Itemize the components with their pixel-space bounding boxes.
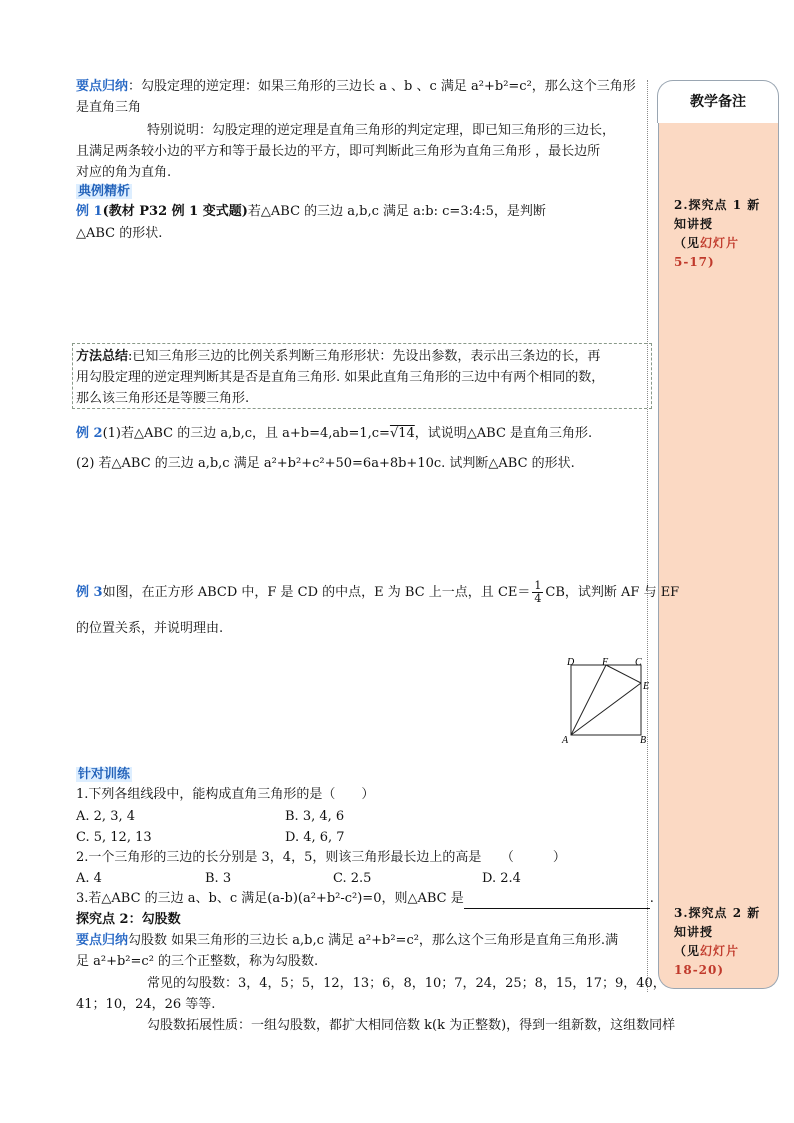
common-triples-1: 常见的勾股数：3，4，5；5，12，13；6，8，10；7，24，25；8，15，17；9，40，	[147, 976, 666, 991]
ex1-label: 例 1	[76, 204, 103, 219]
q3	[76, 888, 654, 909]
label-d: D	[567, 657, 575, 668]
q3-stem: 3.若△ABC 的三边 a、b、c 满足(a-b)(a²+b²-c²)=0，则△ABC 是	[76, 891, 464, 906]
section-training: 针对训练	[78, 767, 131, 782]
ex1-source: (教材 P32 例 1 变式题)	[102, 204, 248, 219]
ex2-part1: (1)若△ABC 的三边 a,b,c，且 a+b=4,ab=1,c=	[102, 426, 390, 441]
method-line2: 用勾股定理的逆定理判断其是否是直角三角形. 如果此直角三角形的三边中有两个相同的数，	[76, 370, 605, 385]
note2-slides: 幻灯片	[700, 944, 740, 958]
note1-range: 5-17)	[674, 255, 715, 269]
q2-option-a: A. 4	[76, 871, 102, 886]
ex3-text2: 的位置关系，并说明理由.	[76, 621, 224, 636]
method-line1	[76, 346, 600, 367]
method-line3: 那么该三角形还是等腰三角形.	[76, 391, 250, 406]
special-note-line2: 且满足两条较小边的平方和等于最长边的平方，即可判断此三角形为直角三角形 ，最长边所	[76, 144, 601, 159]
segment-af	[571, 665, 606, 735]
q1-option-a: A. 2, 3, 4	[76, 809, 135, 824]
q3-end: .	[649, 891, 654, 906]
label-f: F	[602, 657, 609, 668]
common-triples-2: 41；10，24，26 等等.	[76, 997, 216, 1012]
ex2-label: 例 2	[76, 426, 103, 441]
q1-stem: 1.下列各组线段中，能构成直角三角形的是（ ）	[76, 787, 375, 802]
ex3-label: 例 3	[76, 585, 103, 600]
special-note-line1: 特别说明：勾股定理的逆定理是直角三角形的判定定理，即已知三角形的三边长，	[147, 123, 616, 138]
key-text-line2: 是直角三角	[76, 100, 142, 115]
segment-ae	[571, 683, 641, 735]
ex3-text1-end: CB，试判断 AF 与 EF	[545, 585, 680, 600]
ex2-part1-end: ，试说明△ABC 是直角三角形.	[414, 426, 593, 441]
square-abcd	[571, 665, 641, 735]
label-a: A	[562, 735, 569, 746]
q2-option-c: C. 2.5	[333, 871, 372, 886]
label-b: B	[640, 735, 647, 746]
q2-option-d: D. 2.4	[482, 871, 521, 886]
key2-line2: 足 a²+b²=c² 的三个正整数，称为勾股数.	[76, 954, 319, 969]
q3-answer-blank[interactable]	[464, 894, 650, 909]
key-label: 要点归纳	[76, 79, 129, 94]
key2-label: 要点归纳	[76, 933, 129, 948]
key-summary-2	[76, 930, 618, 951]
key-summary-1	[76, 76, 636, 97]
label-c: C	[635, 657, 642, 668]
key2-line1: 勾股数 如果三角形的三边长 a,b,c 满足 a²+b²=c²，那么这个三角形是直角三角形.满	[128, 933, 619, 948]
note2-range: 18-20)	[674, 963, 725, 977]
method-text1: :已知三角形三边的比例关系判断三角形形状：先设出参数，表示出三条边的长，再	[128, 349, 601, 364]
ex1-text2: △ABC 的形状.	[76, 226, 163, 241]
q2-option-b: B. 3	[205, 871, 232, 886]
q1-option-c: C. 5, 12, 13	[76, 830, 152, 845]
ex2-sqrt: √14	[389, 426, 415, 441]
note2-see: （见	[674, 944, 701, 958]
label-e: E	[643, 681, 650, 692]
example-2	[76, 423, 592, 444]
note1-slides: 幻灯片	[700, 236, 740, 250]
key-text-line1: ：勾股定理的逆定理：如果三角形的三边长 a 、b 、c 满足 a²+b²=c²，那么这个三角形	[128, 79, 636, 94]
explore-2-title: 探究点 2：勾股数	[76, 912, 181, 927]
q2-stem: 2.一个三角形的三边的长分别是 3，4，5，则该三角形最长边上的高是 （ ）	[76, 850, 566, 865]
note1-text: 2.探究点 1 新知讲授	[674, 198, 761, 231]
ex1-text1: 若△ABC 的三边 a,b,c 满足 a:b: c=3:4:5，是判断	[247, 204, 546, 219]
note2-text: 3.探究点 2 新知讲授	[674, 906, 761, 939]
dotted-divider	[647, 80, 648, 992]
special-note-line3: 对应的角为直角.	[76, 165, 172, 180]
ex3-text1: 如图，在正方形 ABCD 中，F 是 CD 的中点，E 为 BC 上一点，且 CE＝	[102, 585, 531, 600]
sidebar-note-2	[674, 904, 766, 980]
fraction-one-quarter	[532, 580, 543, 605]
q1-option-d: D. 4, 6, 7	[285, 830, 345, 845]
note1-see: （见	[674, 236, 701, 250]
example-3	[76, 580, 679, 605]
example-1	[76, 201, 546, 222]
square-figure	[560, 655, 655, 747]
frac-den: 4	[534, 592, 542, 605]
section-examples: 典例精析	[78, 184, 131, 199]
ex2-part2: (2) 若△ABC 的三边 a,b,c 满足 a²+b²+c²+50=6a+8b+10c. 试判断△ABC 的形状.	[76, 456, 575, 471]
notes-title: 教学备注	[657, 80, 779, 123]
sidebar-note-1	[674, 196, 766, 272]
frac-num: 1	[534, 579, 542, 592]
q1-option-b: B. 3, 4, 6	[285, 809, 345, 824]
method-label: 方法总结	[76, 349, 129, 364]
extend-property: 勾股数拓展性质：一组勾股数，都扩大相同倍数 k(k 为正整数)，得到一组新数，这组数同样	[147, 1018, 676, 1033]
